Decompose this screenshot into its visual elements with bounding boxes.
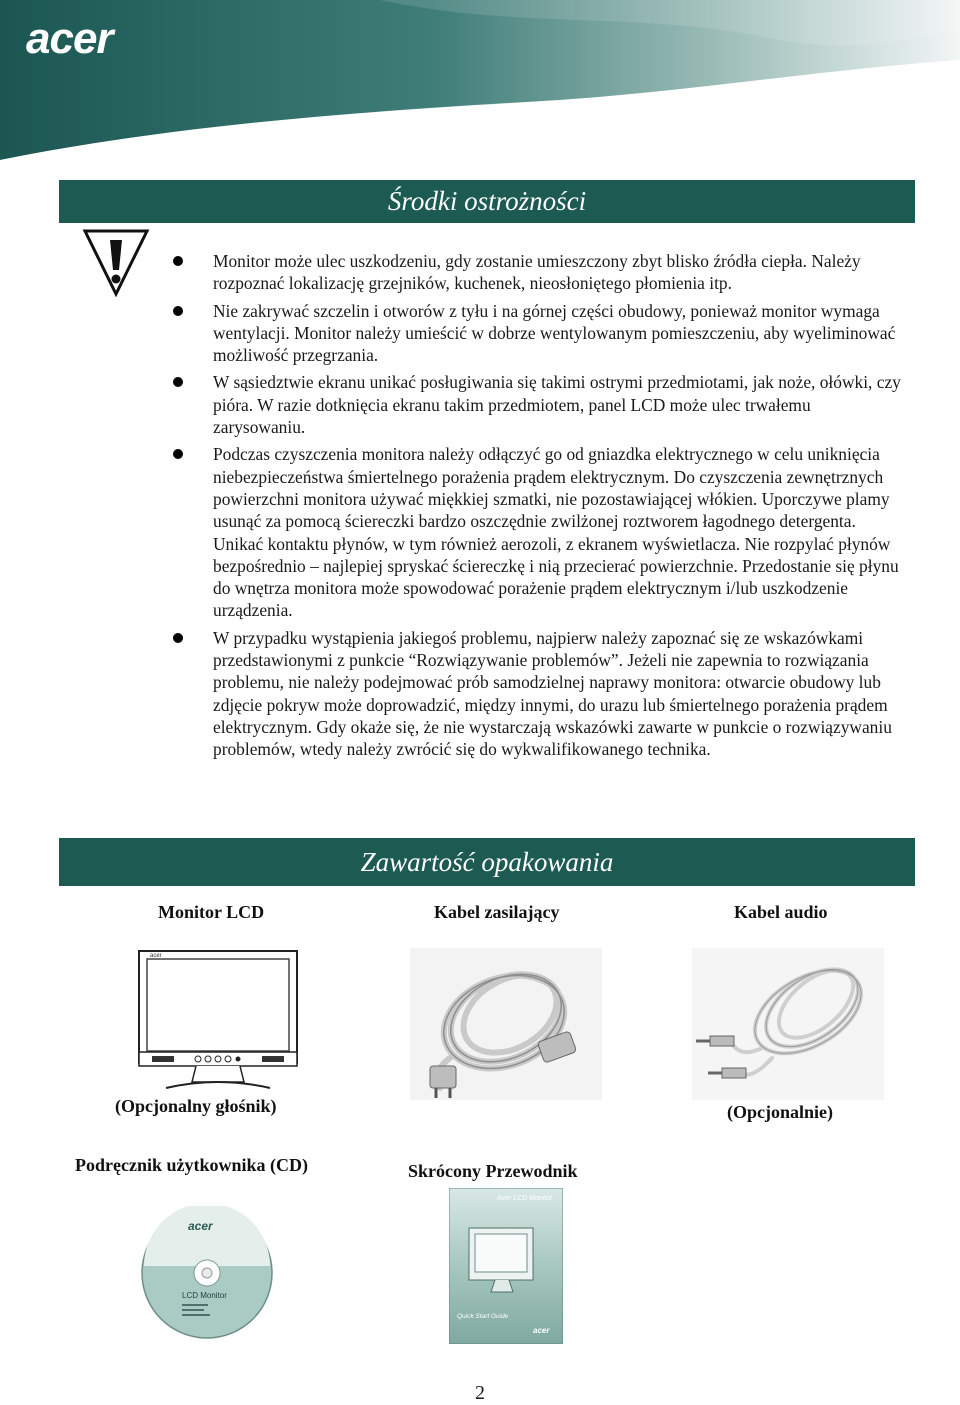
manual-cd-label: Podręcznik użytkownika (CD): [75, 1155, 308, 1175]
monitor-brand: acer: [150, 953, 162, 959]
quick-guide-image: [449, 1188, 563, 1344]
section-title: Środki ostrożności: [387, 186, 587, 216]
list-item: [163, 627, 903, 761]
cd-image: [140, 1206, 274, 1340]
bullet-icon: [173, 256, 183, 266]
section-title-bar: [59, 180, 915, 223]
list-item: [163, 371, 903, 438]
page-number: 2: [475, 1382, 485, 1404]
list-item-text: W sąsiedztwie ekranu unikać posługiwania się takimi ostrymi przedmiotami, jak noże, ołówki, czy pióra. W razie dotknięcia ekranu takim przedmiotem, panel LCD może ulec trwałemu zarysowaniu.: [213, 372, 901, 438]
list-item-text: Nie zakrywać szczelin i otworów z tyłu i na górnej części obudowy, ponieważ monitor wymaga wentylacji. Monitor należy umieścić w dobrze wentylowanym pomieszczeniu, aby wyeliminować możliwość przegrzania.: [213, 300, 896, 366]
warning-icon: [82, 228, 150, 298]
header-banner: [0, 0, 960, 160]
audio-cable-image: [692, 948, 884, 1100]
bullet-icon: [173, 306, 183, 316]
power-cable-label: Kabel zasilający: [434, 902, 560, 922]
audio-cable-label: Kabel audio: [734, 902, 828, 922]
contents-title: Zawartość opakowania: [360, 846, 614, 877]
power-cable-image: [410, 948, 602, 1100]
cd-brand: acer: [188, 1219, 213, 1233]
monitor-image: [136, 948, 302, 1094]
banner-graphic: [0, 0, 960, 160]
bullet-icon: [173, 377, 183, 387]
bullet-icon: [173, 633, 183, 643]
list-item-text: W przypadku wystąpienia jakiegoś problemu, najpierw należy zapoznać się ze wskazówkami przedstawionymi z punkcie “Rozwiązywanie problemów”. Jeżeli nie zapewnia to rozwiązania problemu, nie należy podejmować prób samodzielnej naprawy monitora: otwarcie obudowy lub zdjęcie pokryw może doprowadzić, między innymi, do urazu lub śmiertelnego porażenia prądem elektrycznym. Gdy okaże się, że nie wystarczają wskazówki zawarte w punkcie o rozwiązywaniu problemów, wtedy należy zwrócić się do wykwalifikowanego technika.: [213, 627, 892, 760]
guide-brand: acer: [533, 1326, 550, 1335]
list-item: [163, 250, 903, 295]
cd-title: LCD Monitor: [182, 1291, 227, 1300]
list-item-text: Monitor może ulec uszkodzeniu, gdy zostanie umieszczony zbyt blisko źródła ciepła. Należy rozpoznać lokalizację grzejników, kuchenek, nieosłoniętego płomienia itp.: [213, 251, 861, 294]
list-item: [163, 443, 903, 621]
audio-optional-label: (Opcjonalnie): [727, 1102, 833, 1122]
guide-bottom-text: Quick Start Guide: [457, 1313, 509, 1320]
speaker-optional-label: (Opcjonalny głośnik): [115, 1096, 277, 1116]
bullet-icon: [173, 449, 183, 459]
contents-title-bar: [59, 838, 915, 886]
list-item: [163, 300, 903, 367]
acer-logo: acer: [26, 14, 113, 63]
list-item-text: Podczas czyszczenia monitora należy odłączyć go od gniazdka elektrycznego w celu uniknięcia niebezpieczeństwa śmiertelnego porażenia prądem elektrycznym. Do czyszczenia zewnętrznych powierzchni monitora używać miękkiej szmatki, nie pozostawiającej włókien. Uporczywe plamy usunąć za pomocą ściereczki bardzo oszczędnie zwilżonej roztworem łagodnego detergenta. Unikać kontaktu płynów, w tym również aerozoli, z ekranem wyświetlacza. Nie rozpylać płynów bezpośrednio – najlepiej spryskać ściereczkę i nią przecierać powierzchnie. Przedostanie się płynu do wnętrza monitora może spowodować porażenie prądem elektrycznym i/lub uszkodzenie urządzenia.: [213, 444, 899, 621]
precautions-list: [163, 250, 903, 766]
monitor-label: Monitor LCD: [158, 902, 265, 922]
guide-top-text: Acer LCD Monitor: [497, 1195, 553, 1202]
quick-guide-label: Skrócony Przewodnik: [408, 1161, 578, 1181]
